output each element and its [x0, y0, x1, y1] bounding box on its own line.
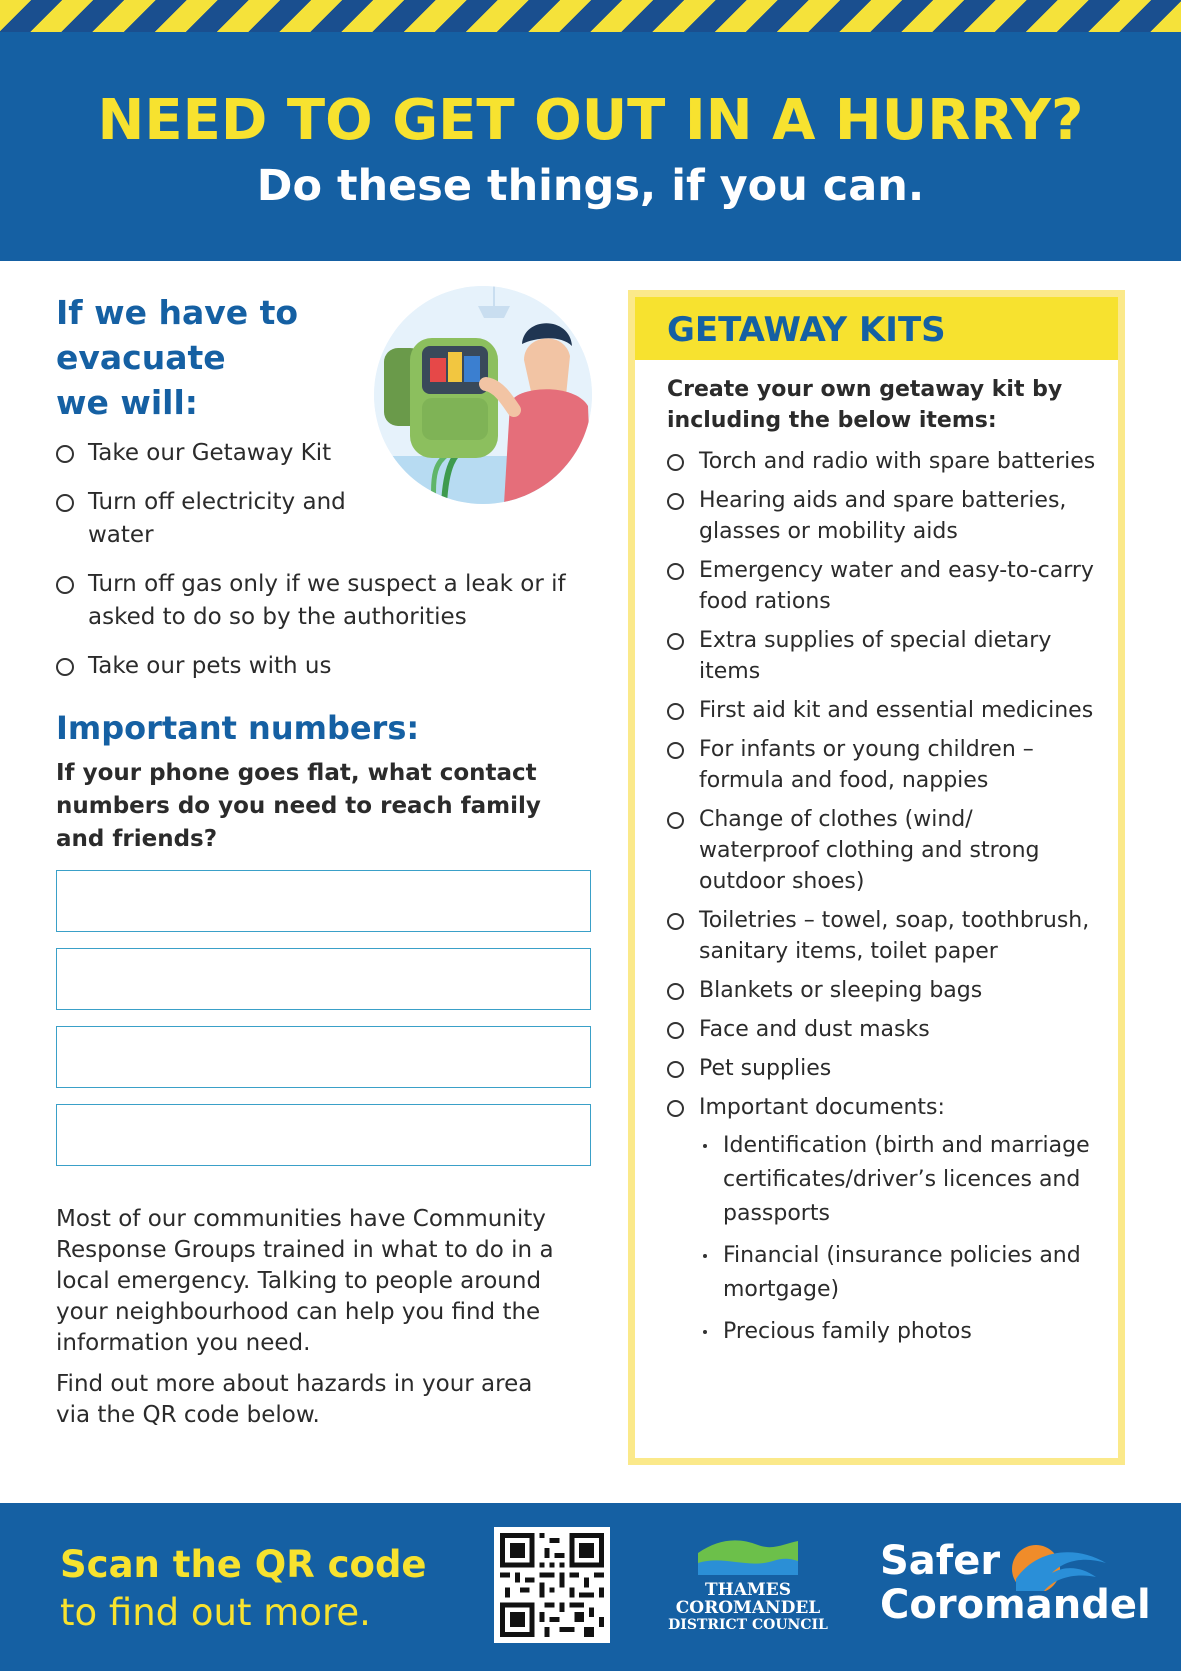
qr-code[interactable] — [494, 1527, 610, 1643]
checkbox-circle-icon[interactable] — [667, 1022, 684, 1039]
contact-number-fields — [56, 870, 596, 1166]
list-item[interactable] — [667, 1053, 1096, 1084]
list-item-label: Pet supplies — [699, 1056, 832, 1081]
getaway-kit-title: GETAWAY KITS — [635, 297, 1118, 360]
list-item-label: Blankets or sleeping bags — [699, 978, 983, 1003]
getaway-kit-body — [635, 360, 1118, 1349]
council-logo — [668, 1529, 828, 1645]
list-item-label: Face and dust masks — [699, 1017, 930, 1042]
findout-paragraph: Find out more about hazards in your area via the QR code below. — [56, 1371, 533, 1428]
list-item[interactable] — [667, 975, 1096, 1006]
list-item-label: First aid kit and essential medicines — [699, 698, 1094, 723]
checkbox-circle-icon[interactable] — [56, 445, 74, 463]
page-header — [0, 32, 1181, 261]
safer-logo-line2: Coromandel — [880, 1582, 1151, 1628]
page-title: NEED TO GET OUT IN A HURRY? — [97, 88, 1084, 153]
sub-list-item — [699, 1129, 1096, 1231]
evacuate-heading-line1: If we have to — [56, 293, 299, 332]
checkbox-circle-icon[interactable] — [667, 913, 684, 930]
hazard-stripe — [0, 0, 1181, 32]
sub-list-item-label: Identification (birth and marriage certificates/driver’s licences and passports — [723, 1133, 1090, 1226]
sub-list-item-label: Precious family photos — [723, 1319, 972, 1344]
list-item[interactable] — [667, 804, 1096, 897]
list-item[interactable] — [667, 1014, 1096, 1045]
evacuate-heading-line2: evacuate — [56, 338, 226, 377]
list-item-label: Important documents: — [699, 1095, 945, 1120]
bullet-dot-icon — [703, 1254, 707, 1258]
council-name-line1: THAMES — [705, 1580, 791, 1600]
list-item-label: Turn off gas only if we suspect a leak or if asked to do so by the authorities — [88, 571, 566, 630]
list-item[interactable] — [667, 734, 1096, 796]
contact-number-field-4[interactable] — [56, 1104, 591, 1166]
person-packing-bag-icon — [374, 286, 592, 504]
list-item-label: Change of clothes (wind/ waterproof clothing and strong outdoor shoes) — [699, 807, 1040, 894]
list-item[interactable] — [667, 625, 1096, 687]
list-item[interactable] — [667, 905, 1096, 967]
checkbox-circle-icon[interactable] — [667, 1100, 684, 1117]
list-item-label: Take our Getaway Kit — [88, 440, 332, 466]
safer-coromandel-logo — [878, 1538, 1151, 1639]
checkbox-circle-icon[interactable] — [667, 454, 684, 471]
list-item-label: Hearing aids and spare batteries, glasses or mobility aids — [699, 488, 1067, 544]
checkbox-circle-icon[interactable] — [56, 494, 74, 512]
contact-number-field-2[interactable] — [56, 948, 591, 1010]
list-item[interactable] — [667, 485, 1096, 547]
checkbox-circle-icon[interactable] — [667, 703, 684, 720]
scan-heading: Scan the QR code — [60, 1543, 427, 1586]
bullet-dot-icon — [703, 1144, 707, 1148]
list-item-label: For infants or young children – formula and food, nappies — [699, 737, 1034, 793]
contact-number-field-1[interactable] — [56, 870, 591, 932]
page-subtitle: Do these things, if you can. — [256, 161, 925, 211]
list-item[interactable] — [56, 650, 596, 683]
list-item[interactable] — [667, 555, 1096, 617]
list-item-label: Turn off electricity and water — [88, 489, 346, 548]
qr-code-icon — [500, 1533, 604, 1637]
council-name-line3: DISTRICT COUNCIL — [668, 1617, 828, 1633]
sub-list-item — [699, 1315, 1096, 1349]
checkbox-circle-icon[interactable] — [667, 812, 684, 829]
list-item-label: Extra supplies of special dietary items — [699, 628, 1052, 684]
list-item[interactable] — [667, 695, 1096, 726]
checkbox-circle-icon[interactable] — [667, 742, 684, 759]
evacuate-heading — [56, 290, 356, 425]
getaway-kit-intro: Create your own getaway kit by including the below items: — [667, 377, 1063, 433]
community-paragraph: Most of our communities have Community Response Groups trained in what to do in a local emergency. Talking to people around your neighbourhood can help you find the information you need. — [56, 1206, 554, 1356]
bullet-dot-icon — [703, 1330, 707, 1334]
list-item[interactable] — [667, 1092, 1096, 1349]
sub-list-item-label: Financial (insurance policies and mortgage) — [723, 1243, 1081, 1302]
contact-number-field-3[interactable] — [56, 1026, 591, 1088]
left-column — [56, 290, 596, 1431]
backpack-illustration — [374, 286, 592, 504]
list-item-label: Emergency water and easy-to-carry food rations — [699, 558, 1094, 614]
sub-list-item — [699, 1239, 1096, 1307]
numbers-heading: Important numbers: — [56, 709, 420, 747]
safer-logo-line1: Safer — [880, 1538, 1001, 1584]
checkbox-circle-icon[interactable] — [667, 1061, 684, 1078]
page-footer — [0, 1503, 1181, 1671]
documents-sublist — [699, 1129, 1096, 1349]
getaway-kit-checklist — [667, 446, 1096, 1349]
list-item[interactable] — [56, 486, 356, 552]
evacuate-heading-line3: we will: — [56, 383, 198, 422]
checkbox-circle-icon[interactable] — [56, 576, 74, 594]
list-item-label: Torch and radio with spare batteries — [699, 449, 1096, 474]
checkbox-circle-icon[interactable] — [667, 983, 684, 1000]
checkbox-circle-icon[interactable] — [667, 493, 684, 510]
checkbox-circle-icon[interactable] — [667, 563, 684, 580]
council-name-line2: COROMANDEL — [675, 1598, 821, 1618]
list-item[interactable] — [56, 437, 356, 470]
checkbox-circle-icon[interactable] — [56, 658, 74, 676]
list-item-label: Take our pets with us — [88, 653, 332, 679]
list-item-label: Toiletries – towel, soap, toothbrush, sanitary items, toilet paper — [699, 908, 1090, 964]
checkbox-circle-icon[interactable] — [667, 633, 684, 650]
getaway-kit-panel — [628, 290, 1125, 1465]
hills-icon — [698, 1535, 798, 1575]
list-item[interactable] — [667, 446, 1096, 477]
numbers-question: If your phone goes flat, what contact numbers do you need to reach family and friends? — [56, 760, 541, 852]
list-item[interactable] — [56, 568, 596, 634]
scan-subheading: to find out more. — [60, 1591, 371, 1634]
